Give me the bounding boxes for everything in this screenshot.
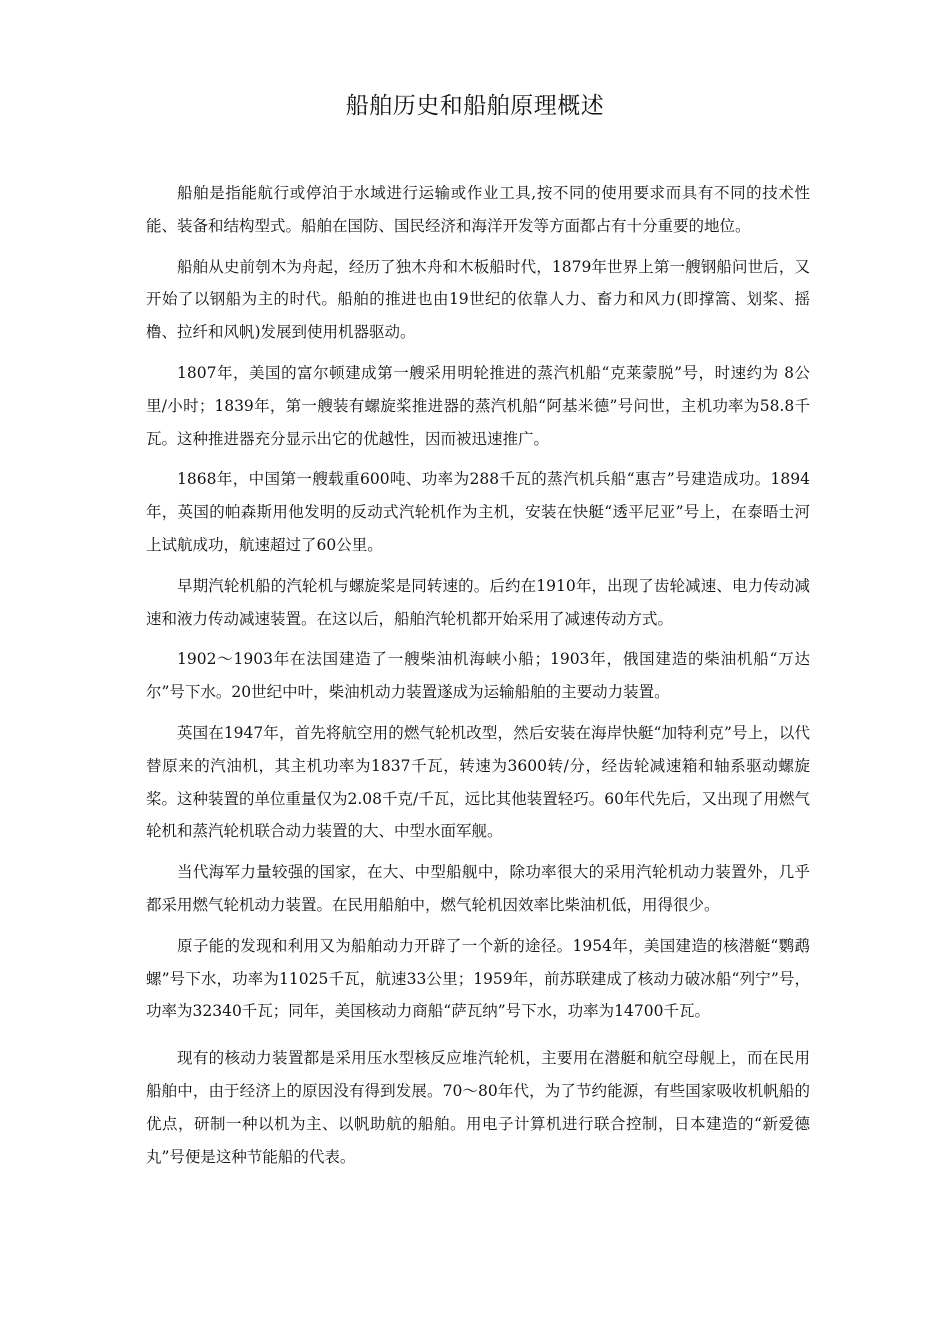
- paragraph-8: 当代海军力量较强的国家，在大、中型船舰中，除功率很大的采用汽轮机动力装置外，几乎都采用燃气轮机动力装置。在民用船舶中，燃气轮机因效率比柴油机低，用得很少。: [146, 863, 810, 914]
- paragraph-5: 早期汽轮机船的汽轮机与螺旋桨是同转速的。后约在1910年，出现了齿轮减速、电力传动减速和液力传动减速装置。在这以后，船舶汽轮机都开始采用了减速传动方式。: [146, 576, 810, 628]
- paragraph-3: 1807年，美国的富尔顿建成第一艘采用明轮推进的蒸汽机船“克莱蒙脱”号，时速约为 8公里/小时；1839年，第一艘装有螺旋桨推进器的蒸汽机船“阿基米德”号问世，主机功率为58.8千瓦。这种推进器充分显示出它的优越性，因而被迅速推广。: [146, 363, 810, 448]
- paragraph-2: 船舶从史前刳木为舟起，经历了独木舟和木板船时代，1879年世界上第一艘钢船问世后，又开始了以钢船为主的时代。船舶的推进也由19世纪的依靠人力、畜力和风力(即撑篙、划桨、摇橹、拉纤和风帆)发展到使用机器驱动。: [146, 257, 810, 342]
- document-body: [146, 177, 810, 1181]
- page-title: 船舶历史和船舶原理概述: [345, 93, 605, 119]
- paragraph-6: 1902～1903年在法国建造了一艘柴油机海峡小船；1903年，俄国建造的柴油机船“万达尔”号下水。20世纪中叶，柴油机动力装置遂成为运输船舶的主要动力装置。: [146, 650, 810, 702]
- paragraph-10: 现有的核动力装置都是采用压水型核反应堆汽轮机，主要用在潜艇和航空母舰上，而在民用船舶中，由于经济上的原因没有得到发展。70～80年代，为了节约能源，有些国家吸收机帆船的优点，研制一种以机为主、以帆助航的船舶。用电子计算机进行联合控制，日本建造的“新爱德丸”号便是这种节能船的代表。: [146, 1049, 810, 1166]
- paragraph-4: 1868年，中国第一艘载重600吨、功率为288千瓦的蒸汽机兵船“惠吉”号建造成功。1894年，英国的帕森斯用他发明的反动式汽轮机作为主机，安装在快艇“透平尼亚”号上，在泰晤士河上试航成功，航速超过了60公里。: [146, 470, 810, 554]
- paragraph-1: 船舶是指能航行或停泊于水域进行运输或作业工具,按不同的使用要求而具有不同的技术性能、装备和结构型式。船舶在国防、国民经济和海洋开发等方面都占有十分重要的地位。: [146, 184, 810, 235]
- paragraph-7: 英国在1947年，首先将航空用的燃气轮机改型，然后安装在海岸快艇“加特利克”号上，以代替原来的汽油机，其主机功率为1837千瓦，转速为3600转/分，经齿轮减速箱和轴系驱动螺旋桨。这种装置的单位重量仅为2.08千克/千瓦，远比其他装置轻巧。60年代先后，又出现了用燃气轮机和蒸汽轮机联合动力装置的大、中型水面军舰。: [146, 723, 810, 841]
- paragraph-9: 原子能的发现和利用又为船舶动力开辟了一个新的途径。1954年，美国建造的核潜艇“鹦鹉螺”号下水，功率为11025千瓦，航速33公里；1959年，前苏联建成了核动力破冰船“列宁”号，功率为32340千瓦；同年，美国核动力商船“萨瓦纳”号下水，功率为14700千瓦。: [146, 936, 810, 1021]
